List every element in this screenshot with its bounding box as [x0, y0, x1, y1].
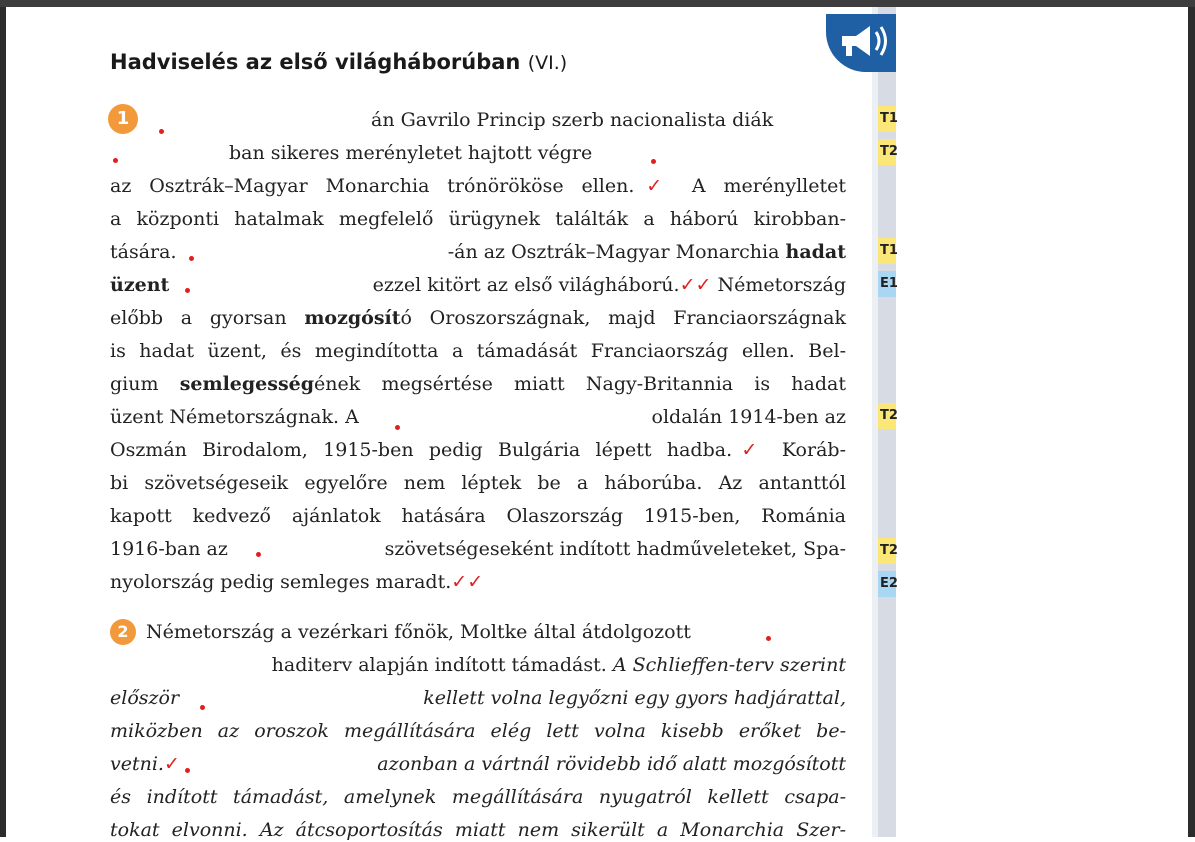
text-line: án Gavrilo Princip szerb nacionalista diák	[371, 109, 774, 131]
margin-tag[interactable]: E1	[878, 271, 896, 297]
text-line: kapott kedvező ajánlatok hatására Olaszország 1915-ben, Románia	[110, 505, 846, 527]
text-line: előbb a gyorsan mozgósító Oroszországnak, majd Franciaországnak	[110, 307, 846, 329]
text-line: szövetségeseként indított hadműveleteket, Spa-	[384, 538, 846, 560]
text-line: miközben az oroszok megállítására elég lett volna kisebb erőket be-	[110, 720, 846, 742]
margin-tag[interactable]: T1	[878, 106, 896, 132]
check-mark: ✓	[634, 175, 675, 197]
text-line: bi szövetségeseik egyelőre nem léptek be a háborúba. Az antanttól	[110, 472, 846, 494]
margin-tag[interactable]: E2	[878, 571, 896, 597]
text-line: először	[110, 687, 180, 709]
margin-tag[interactable]: T2	[878, 538, 896, 564]
text-line: nyolország pedig semleges maradt.✓✓	[110, 571, 484, 593]
text-line: ezzel kitört az első világháború.✓✓ Németország	[372, 274, 846, 296]
check-mark: ✓	[732, 439, 767, 461]
text-line: a központi hatalmak megfelelő ürügynek találták a háború kirobban-	[110, 208, 846, 230]
blank-marker	[766, 636, 771, 641]
text-line: ban sikeres merényletet hajtott végre	[229, 142, 593, 164]
text-line: és indított támadást, amelynek megállítására nyugatról kellett csapa-	[110, 786, 846, 808]
blank-marker	[651, 159, 656, 164]
window-top-bar	[0, 0, 1195, 7]
text-line: -án az Osztrák–Magyar Monarchia hadat	[447, 241, 846, 263]
text-line: gium semlegességének megsértése miatt Nagy-Britannia is hadat	[110, 373, 846, 395]
text-line: 1916-ban az	[110, 538, 228, 560]
blank-marker	[395, 425, 400, 430]
check-mark: ✓	[163, 753, 180, 775]
margin-tag[interactable]: T1	[878, 238, 896, 264]
margin-tag[interactable]: T2	[878, 139, 896, 165]
title-sub: (VI.)	[527, 52, 568, 74]
text-line: is hadat üzent, és megindította a támadását Franciaország ellen. Bel-	[110, 340, 846, 362]
blank-marker	[200, 705, 205, 710]
text-line: oldalán 1914-ben az	[651, 406, 846, 428]
blank-marker	[189, 256, 194, 261]
text-line: azonban a vártnál rövidebb idő alatt mozgósított	[377, 753, 846, 775]
check-mark: ✓✓	[679, 274, 712, 296]
blank-marker	[185, 288, 190, 293]
text-line: tokat elvonni. Az átcsoportosítás miatt nem sikerült a Monarchia Szer-	[110, 819, 846, 841]
text-line: vetni.✓	[110, 753, 180, 775]
right-frame	[1188, 7, 1195, 837]
blank-marker	[113, 158, 118, 163]
text-line: Németország a vezérkari főnök, Moltke által átdolgozott	[146, 621, 691, 643]
text-line: kellett volna legyőzni egy gyors hadjárattal,	[423, 687, 846, 709]
page-title	[110, 50, 567, 74]
blank-marker	[256, 552, 261, 557]
text-line: Oszmán Birodalom, 1915-ben pedig Bulgária lépett hadba.✓ Koráb-	[110, 439, 846, 461]
section-number-badge: 2	[110, 619, 136, 645]
margin-tag[interactable]: T2	[878, 403, 896, 429]
text-line: üzent Németországnak. A	[110, 406, 359, 428]
blank-marker	[185, 768, 190, 773]
text-line: haditerv alapján indított támadást. A Schlieffen-terv szerint	[271, 654, 846, 676]
text-line: tására.	[110, 241, 177, 263]
title-main: Hadviselés az első világháborúban	[110, 50, 521, 74]
section-number-badge: 1	[108, 104, 138, 134]
text-line: üzent	[110, 274, 170, 296]
text-line: az Osztrák–Magyar Monarchia trónörököse ellen.✓ A merénylletet	[110, 175, 846, 197]
blank-marker	[159, 129, 164, 134]
check-mark: ✓✓	[451, 571, 484, 593]
